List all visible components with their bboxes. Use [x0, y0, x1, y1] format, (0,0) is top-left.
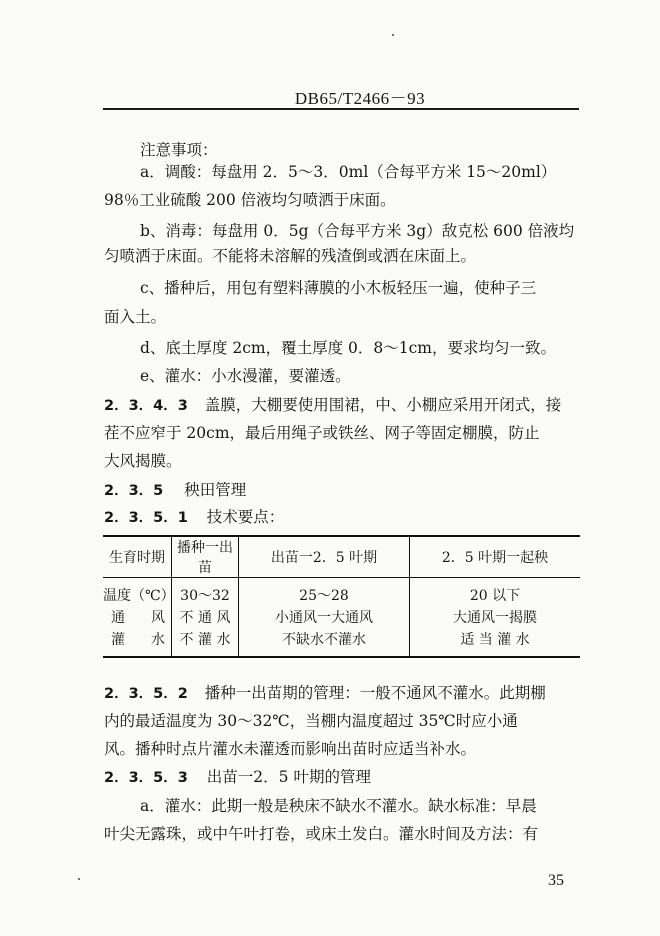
table-cell: 不缺水不灌水	[239, 628, 410, 657]
note-b-line-1: b、消毒：每盘用 0．5g（合每平方米 3g）敌克松 600 倍液均	[140, 222, 575, 240]
page-header	[0, 84, 660, 109]
table-row-irrigation	[103, 628, 580, 657]
table-row-label: 温度（℃）	[103, 588, 175, 604]
table-header-cell: 出苗一2．5 叶期	[239, 536, 410, 578]
section-2-3-4-3-line-3: 大风揭膜。	[104, 452, 182, 470]
note-a-line-1: a．调酸：每盘用 2．5～3．0ml（合每平方米 15～20ml）	[140, 163, 557, 181]
table-cell: 小通风一大通风	[239, 606, 410, 628]
section-2-3-5-1-heading	[104, 507, 284, 528]
note-c-line-1: c、播种后，用包有塑料薄膜的小木板轻压一遍，使种子三	[140, 279, 537, 297]
section-2-3-5-title: 秧田管理	[184, 481, 247, 499]
header-rule	[103, 108, 579, 110]
section-2-3-5-2-number: 2．3．5．2	[104, 686, 188, 702]
scan-speck	[392, 34, 394, 36]
section-2-3-5-2-line-2: 内的最适温度为 30～32℃，当棚内温度超过 35℃时应小通	[104, 712, 518, 730]
table-cell: 不 通 风	[172, 606, 239, 628]
note-c-line-2: 面入土。	[104, 308, 167, 326]
table-header-row	[103, 536, 580, 578]
section-2-3-4-3-line-1	[104, 395, 561, 416]
table-row-label-char: 通	[111, 610, 125, 626]
table-cell: 大通风一揭膜	[410, 606, 581, 628]
table-header-cell: 播种一出苗	[172, 536, 239, 578]
notes-heading: 注意事项：	[140, 141, 218, 159]
section-2-3-4-3-text-1: 盖膜，大棚要使用围裙，中、小棚应采用开闭式，接	[204, 396, 562, 414]
section-2-3-5-3-line-2: 叶尖无露珠，或中午叶打卷，或床土发白。灌水时间及方法：有	[104, 825, 539, 843]
section-2-3-5-3-title: 出苗一2．5 叶期的管理	[206, 768, 371, 786]
standard-code: DB65/T2466－93	[294, 89, 426, 108]
table-header-cell: 2．5 叶期一起秧	[410, 536, 581, 578]
table-row-label	[103, 628, 172, 657]
table-row-label-char: 风	[151, 610, 165, 626]
section-2-3-4-3-line-2: 茬不应窄于 20cm，最后用绳子或铁丝、网子等固定棚膜，防止	[104, 424, 540, 442]
section-2-3-5-1-number: 2．3．5．1	[104, 510, 188, 526]
scan-speck	[78, 878, 80, 880]
section-2-3-5-2-line-1	[104, 683, 546, 704]
section-2-3-5-heading	[104, 480, 246, 501]
table-row-label-char: 水	[151, 632, 165, 648]
section-2-3-5-2-line-3: 风。播种时点片灌水未灌透而影响出苗时应适当补水。	[104, 740, 477, 758]
table-cell: 20 以下	[410, 578, 581, 607]
section-2-3-5-3-heading	[104, 767, 371, 788]
note-d: d、底土厚度 2cm，覆土厚度 0．8～1cm，要求均匀一致。	[140, 339, 556, 357]
section-2-3-4-3-number: 2．3．4．3	[104, 398, 188, 414]
note-b-line-2: 匀喷洒于床面。不能将未溶解的残渣倒或洒在床面上。	[104, 247, 477, 265]
section-2-3-5-1-title: 技术要点：	[206, 508, 285, 526]
table-row-ventilation	[103, 606, 580, 628]
management-table	[103, 535, 580, 658]
note-e: e、灌水：小水漫灌，要灌透。	[140, 367, 351, 385]
table-cell: 适 当 灌 水	[410, 628, 581, 657]
table-header-cell: 生育时期	[103, 536, 172, 578]
note-a-line-2: 98％工业硫酸 200 倍液均匀喷洒于床面。	[104, 191, 396, 209]
table-row-label	[103, 606, 172, 628]
section-2-3-5-2-text-1: 播种一出苗期的管理：一般不通风不灌水。此期棚	[204, 684, 546, 702]
table-row-label-char: 灌	[111, 632, 125, 648]
table-cell: 25～28	[239, 578, 410, 607]
section-2-3-5-number: 2．3．5	[104, 483, 164, 499]
table-cell: 30～32	[172, 578, 239, 607]
section-2-3-5-3-number: 2．3．5．3	[104, 770, 188, 786]
page-number: 35	[548, 872, 564, 889]
table-cell: 不 灌 水	[172, 628, 239, 657]
section-2-3-5-3-line-1: a．灌水：此期一般是秧床不缺水不灌水。缺水标准：早晨	[140, 797, 537, 815]
table-row-temperature	[103, 578, 580, 607]
